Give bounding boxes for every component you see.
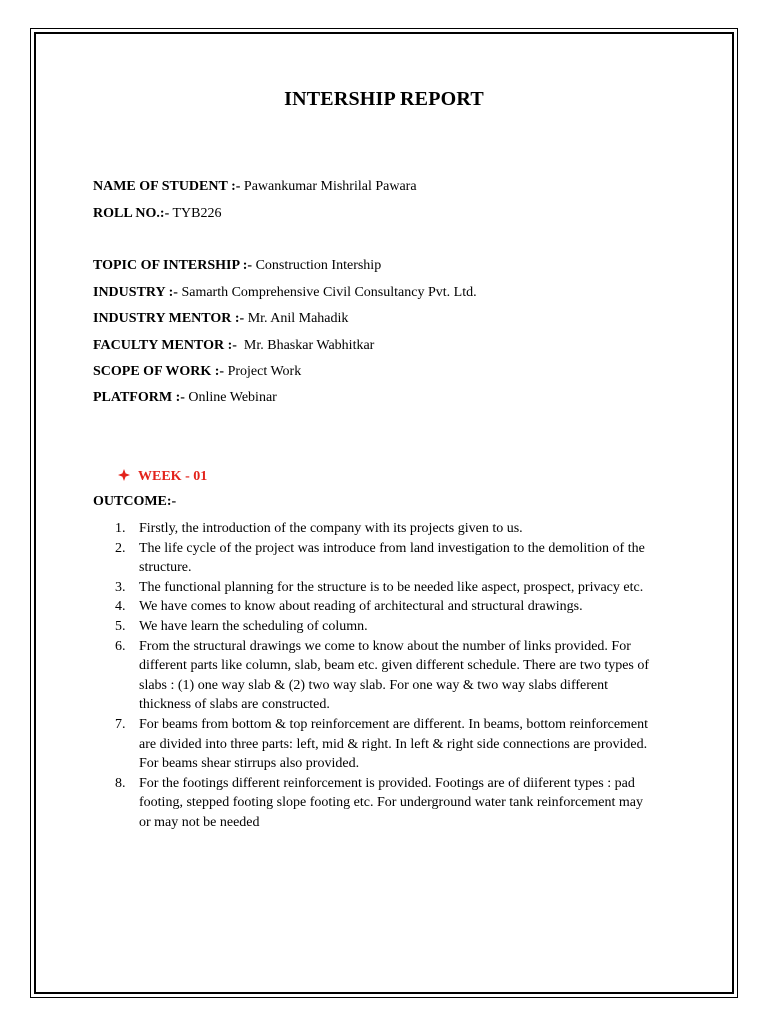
list-item [93, 617, 653, 637]
week-heading [118, 468, 207, 486]
list-item [93, 539, 653, 578]
list-text: We have comes to know about reading of architectural and structural drawings. [139, 599, 583, 615]
list-text: The life cycle of the project was introduce from land investigation to the demolition of the structure. [139, 540, 645, 576]
page-border-inner [34, 32, 734, 994]
field-label: PLATFORM :- [93, 390, 185, 405]
field-value: Construction Intership [252, 258, 382, 273]
list-number: 8. [115, 775, 126, 791]
list-item [93, 597, 653, 617]
field-label: INDUSTRY MENTOR :- [93, 311, 245, 326]
list-number: 6. [115, 638, 126, 654]
list-text: We have learn the scheduling of column. [139, 618, 368, 634]
field-label: SCOPE OF WORK :- [93, 364, 225, 379]
list-item [93, 774, 653, 833]
list-number: 1. [115, 521, 126, 536]
page-border [30, 28, 738, 998]
list-item [93, 637, 653, 715]
field-faculty-mentor [93, 337, 374, 355]
field-value: Project Work [224, 364, 302, 379]
outcome-list [93, 519, 653, 833]
field-value: Online Webinar [184, 390, 277, 405]
field-value: Samarth Comprehensive Civil Consultancy Pvt. Ltd. [177, 285, 477, 300]
field-name-of-student [93, 178, 417, 196]
document-title: INTERSHIP REPORT [284, 88, 484, 110]
list-item [93, 578, 653, 598]
list-item [93, 519, 653, 539]
field-scope-of-work [93, 363, 301, 381]
list-number: 2. [115, 540, 126, 556]
field-industry [93, 284, 477, 302]
list-text: The functional planning for the structure is to be needed like aspect, prospect, privacy etc. [139, 579, 644, 595]
field-label: TOPIC OF INTERSHIP :- [93, 258, 253, 273]
field-label: INDUSTRY :- [93, 285, 178, 300]
week-label: WEEK - 01 [138, 469, 208, 484]
list-item [93, 715, 653, 774]
list-number: 5. [115, 618, 126, 634]
field-value: Mr. Bhaskar Wabhitkar [236, 338, 375, 353]
field-topic [93, 257, 381, 275]
list-number: 7. [115, 716, 126, 732]
field-roll-no [93, 205, 221, 223]
field-label: ROLL NO.:- [93, 206, 170, 221]
list-text: Firstly, the introduction of the company with its projects given to us. [139, 521, 523, 536]
field-label: NAME OF STUDENT :- [93, 179, 241, 194]
field-industry-mentor [93, 310, 348, 328]
field-label: FACULTY MENTOR :- [93, 338, 237, 353]
list-number: 4. [115, 599, 126, 615]
outcome-heading: OUTCOME:- [93, 494, 177, 509]
field-value: Pawankumar Mishrilal Pawara [240, 179, 417, 194]
list-number: 3. [115, 579, 126, 595]
field-value: Mr. Anil Mahadik [244, 311, 349, 326]
list-text: For beams from bottom & top reinforcement are different. In beams, bottom reinforcement are divided into three parts: left, mid & right. In left & right side connections are provided. For beams shear stirrups also provided. [139, 716, 649, 772]
list-text: From the structural drawings we come to know about the number of links provided. For different parts like column, slab, beam etc. given different schedule. There are two types of slabs : (1) one way slab & (2) two way slab. For one way & two way slabs different thickness of slabs are constructed. [139, 638, 650, 713]
field-value: TYB226 [169, 206, 222, 221]
diamond-bullet-icon [118, 469, 130, 481]
field-platform [93, 389, 277, 407]
list-text: For the footings different reinforcement is provided. Footings are of diiferent types : pad footing, stepped footing slope footing etc. For underground water tank reinforcement may or may not be needed [139, 775, 643, 830]
